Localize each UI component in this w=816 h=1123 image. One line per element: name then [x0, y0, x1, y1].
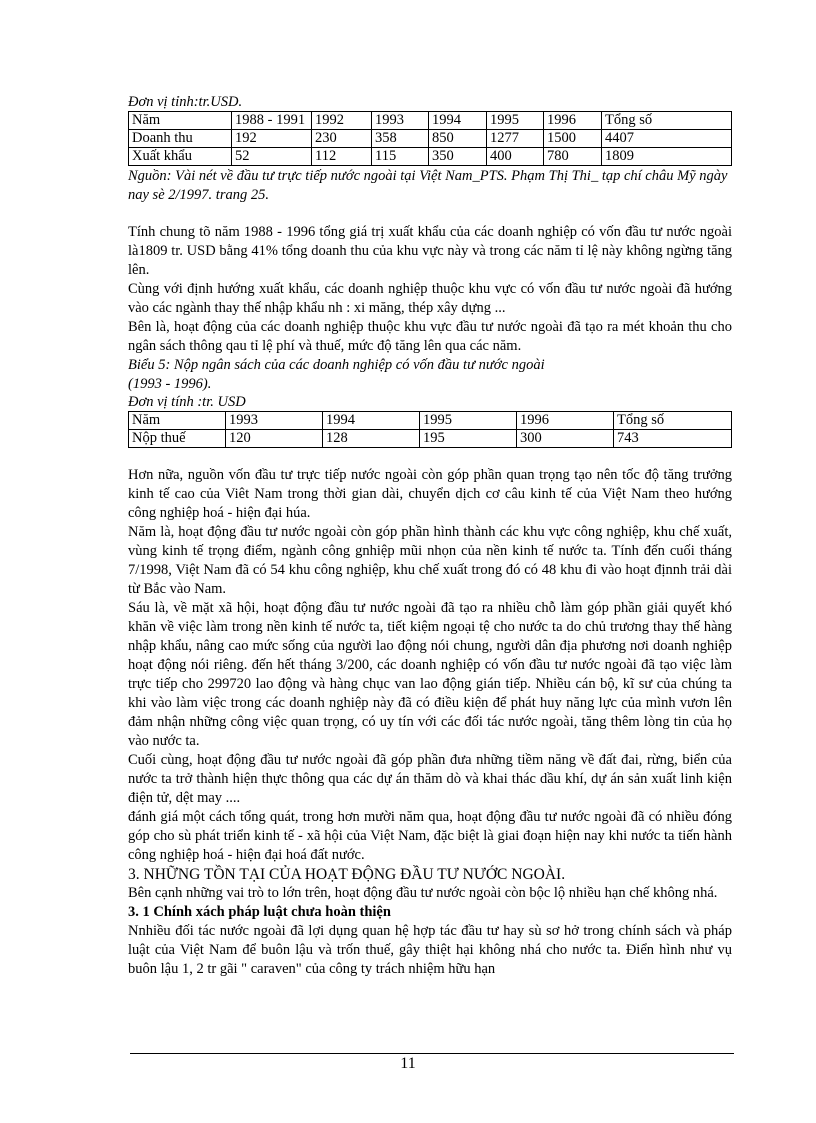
- paragraph: Nnhiều đối tác nước ngoài đã lợi dụng quan hệ hợp tác đầu tư hay sù sơ hở trong chính sách và pháp luật của Việt Nam để buôn lậu và trốn thuế, gây thiệt hại không nhá cho nước ta. Điển hình như vụ buôn lậu 1, 2 tr gãi " caraven" của công ty trách nhiệm hữu hạn: [128, 923, 732, 977]
- table-cell: Tổng số: [614, 412, 732, 430]
- paragraph: Cuối cùng, hoạt động đầu tư nước ngoài đã góp phần đưa những tiềm năng về đất đai, rừng, biển của nước ta trở thành hiện thực thông qua các dự án thăm dò và khai thác dầu khí, dự án sản xuất linh kiện điện tử, dệt may ....: [128, 752, 732, 806]
- table-cell: 1988 - 1991: [232, 112, 312, 130]
- paragraph: Bên cạnh những vai trò to lớn trên, hoạt động đầu tư nước ngoài còn bộc lộ nhiều hạn chế không nhá.: [128, 885, 718, 901]
- table-cell: 780: [544, 148, 602, 166]
- table-cell: 192: [232, 130, 312, 148]
- table-cell: 128: [323, 430, 420, 448]
- table1-unit: Đơn vị tỉnh:tr.USD.: [128, 94, 243, 110]
- table-cell: 1995: [487, 112, 544, 130]
- footer-divider: [130, 1053, 734, 1054]
- table-cell: 1994: [323, 412, 420, 430]
- table1-source: Nguồn: Vài nét về đầu tư trực tiếp nước ngoài tại Việt Nam_PTS. Phạm Thị Thi_ tạp chí châu Mỹ ngày nay sè 2/1997. trang 25.: [128, 168, 728, 203]
- table-cell: 300: [517, 430, 614, 448]
- revenue-export-table: [128, 111, 732, 166]
- paragraph: đánh giá một cách tổng quát, trong hơn mười năm qua, hoạt động đầu tư nước ngoài đã có nhiều đóng góp cho sù phát triển kinh tế - xã hội của Việt Nam, đặc biệt là giai đoạn hiện nay khi nước ta tiến hành công nghiệp hoá - hiện đại hoá đất nước.: [128, 809, 732, 863]
- table-cell: 1995: [420, 412, 517, 430]
- table-row: [129, 430, 732, 448]
- table-cell: 1992: [312, 112, 372, 130]
- table-cell: Năm: [129, 412, 226, 430]
- table-cell: 743: [614, 430, 732, 448]
- table-cell: 120: [226, 430, 323, 448]
- table-cell: 400: [487, 148, 544, 166]
- table2-caption: Biểu 5: Nộp ngân sách của các doanh nghiệp có vốn đầu tư nước ngoài: [128, 357, 545, 373]
- table2-unit: Đơn vị tính :tr. USD: [128, 394, 246, 410]
- table-header-row: [129, 412, 732, 430]
- table-cell: 350: [429, 148, 487, 166]
- table-header-row: [129, 112, 732, 130]
- table-cell: 1500: [544, 130, 602, 148]
- table-cell: 1809: [602, 148, 732, 166]
- table-cell: 358: [372, 130, 429, 148]
- table-row: [129, 130, 732, 148]
- table-cell: 230: [312, 130, 372, 148]
- table-cell: 1996: [544, 112, 602, 130]
- section-heading: 3. NHỮNG TỒN TẠI CỦA HOẠT ĐỘNG ĐẦU TƯ NƯỚC NGOÀI.: [128, 866, 566, 883]
- table-cell: 112: [312, 148, 372, 166]
- table-cell: 4407: [602, 130, 732, 148]
- table-cell: 850: [429, 130, 487, 148]
- table-cell: 1996: [517, 412, 614, 430]
- table-cell: Xuất khẩu: [129, 148, 232, 166]
- table-cell: 1277: [487, 130, 544, 148]
- paragraph: Cùng với định hướng xuất khẩu, các doanh nghiệp thuộc khu vực có vốn đầu tư nước ngoài đã hướng vào các ngành thay thế nhập khẩu nh : xi măng, thép xây dựng ...: [128, 281, 732, 316]
- table-cell: Tổng số: [602, 112, 732, 130]
- table-cell: 195: [420, 430, 517, 448]
- paragraph: Năm là, hoạt động đầu tư nước ngoài còn góp phần hình thành các khu vực công nghiệp, khu chế xuất, vùng kinh tế trọng điểm, ngành công gnhiệp mũi nhọn của nền kinh tế nước ta. Tính đến cuối tháng 7/1998, Việt Nam đã có 54 khu công nghiệp, khu chế xuất trong đó có 48 khu đi vào hoạt địnnh trải dài từ Bắc vào Nam.: [128, 524, 732, 597]
- page-number: 11: [400, 1055, 416, 1072]
- table-cell: 1993: [372, 112, 429, 130]
- paragraph: Tính chung tõ năm 1988 - 1996 tổng giá trị xuất khẩu của các doanh nghiệp có vốn đầu tư nước ngoài là1809 tr. USD bằng 41% tổng doanh thu của khu vực này và trong các năm tỉ lệ này không ngừng tăng lên.: [128, 224, 732, 278]
- table-cell: Nộp thuế: [129, 430, 226, 448]
- table-row: [129, 148, 732, 166]
- table-cell: Năm: [129, 112, 232, 130]
- table-cell: 1994: [429, 112, 487, 130]
- paragraph: Sáu là, về mặt xã hội, hoạt động đầu tư nước ngoài đã tạo ra nhiều chỗ làm góp phần giải quyết khó khăn về việc làm trong nền kinh tế nước ta, tiết kiệm ngoại tệ cho nước ta do chủ trương thay thế hàng nhập khẩu, nâng cao mức sống của người lao động nói chung, người dân địa phương nơi doanh nghiệp hoạt động nói riêng. đến hết tháng 3/200, các doanh nghiệp có vốn đầu tư nước ngoài đã tạo việc làm trực tiếp cho 299720 lao động và hàng chục van lao động gián tiếp. Nhiều cán bộ, kĩ sư của chúng ta khi vào làm việc trong các doanh nghiệp này đã có điều kiện để phát huy năng lực của mình vươn lên đảm nhận những công việc quan trọng, có uy tín với các đối tác nước ngoài, tăng thêm lòng tin của họ vào nước ta.: [128, 600, 732, 749]
- budget-table: [128, 411, 732, 448]
- table-cell: 52: [232, 148, 312, 166]
- document-page: [128, 94, 732, 979]
- table2-caption-years: (1993 - 1996).: [128, 376, 212, 392]
- paragraph: Hơn nữa, nguồn vốn đầu tư trực tiếp nước ngoài còn góp phần quan trọng tạo nên tốc độ tăng trưởng kinh tế cao của Viêt Nam trong thời gian dài, chuyển dịch cơ câu kinh tế của Việt Nam theo hướng công nghiệp hoá - hiện đại húa.: [128, 467, 732, 521]
- table-cell: 1993: [226, 412, 323, 430]
- subsection-heading: 3. 1 Chính xách pháp luật chưa hoàn thiện: [128, 904, 391, 920]
- table-cell: Doanh thu: [129, 130, 232, 148]
- table-cell: 115: [372, 148, 429, 166]
- paragraph: Bên là, hoạt động của các doanh nghiệp thuộc khu vực đầu tư nước ngoài đã tạo ra mét khoản thu cho ngân sách thông qau tỉ lệ phí và thuế, mức độ tăng lên qua các năm.: [128, 319, 732, 354]
